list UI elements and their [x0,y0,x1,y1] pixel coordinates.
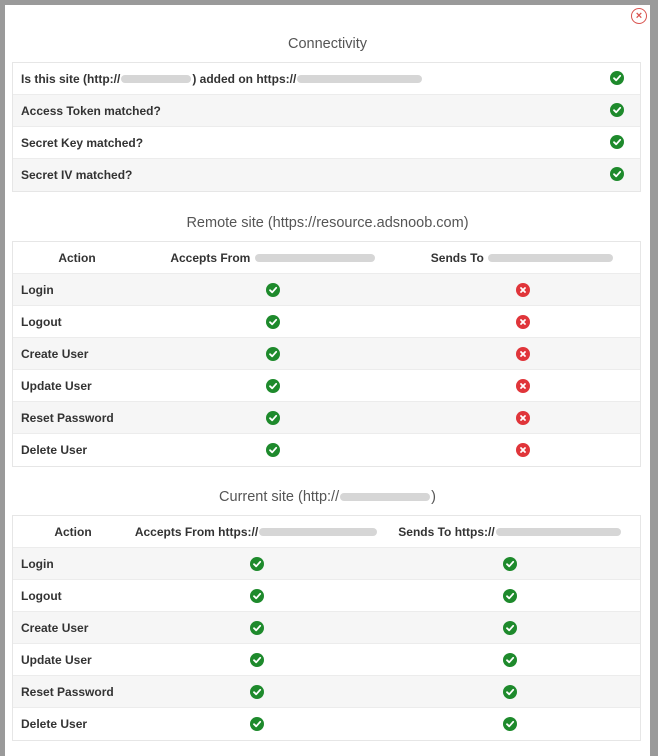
redacted-text [121,75,191,83]
x-circle-icon [516,347,530,361]
check-circle-icon [503,685,517,699]
x-circle-icon [516,315,530,329]
check-circle-icon [610,71,624,85]
check-circle-icon [503,621,517,635]
connectivity-status [594,134,640,152]
table-row [13,708,640,740]
table-row [13,338,640,370]
sends-to-status [405,315,640,329]
table-row [13,580,640,612]
current-site-title: Current site (http:// ) [219,489,436,505]
action-name: Update User [21,378,92,393]
table-row [13,274,640,306]
accepts-from-status [141,443,405,457]
column-header-accepts-from: Accepts From https:// [133,525,380,539]
column-header-sends-to: Sends To https:// [380,525,640,539]
check-circle-icon [503,557,517,571]
action-name: Reset Password [21,410,114,425]
redacted-text [496,528,621,536]
accepts-from-status [133,557,380,571]
check-circle-icon [250,653,264,667]
table-header-row [13,242,640,274]
action-name: Delete User [21,717,88,731]
accepts-from-status [141,283,405,297]
x-circle-icon [516,283,530,297]
remote-site-title: Remote site (https://resource.adsnoob.com) [186,215,469,231]
check-circle-icon [266,315,280,329]
sends-to-status [380,557,640,571]
table-row [13,612,640,644]
check-circle-icon [266,443,280,457]
sends-to-status [405,347,640,361]
action-name: Login [21,556,54,571]
accepts-from-status [133,685,380,699]
connectivity-status [594,166,640,184]
connectivity-check-label: Access Token matched? [21,103,161,118]
connectivity-check-label: Secret Key matched? [21,135,144,150]
accepts-from-status [141,411,405,425]
x-circle-icon [516,411,530,425]
sends-to-status [380,589,640,603]
redacted-text [488,254,613,262]
sends-to-status [405,411,640,425]
action-name: Create User [21,346,89,361]
redacted-text [259,528,377,536]
close-icon[interactable]: × [631,8,647,24]
connectivity-row [13,95,640,127]
connectivity-status [594,102,640,120]
column-header-action: Action [58,250,96,265]
sends-to-status [380,653,640,667]
table-header-row [13,516,640,548]
accepts-from-status [133,589,380,603]
accepts-from-status [141,315,405,329]
sends-to-status [380,621,640,635]
x-circle-icon [516,379,530,393]
accepts-from-status [141,379,405,393]
check-circle-icon [266,347,280,361]
action-name: Update User [21,652,92,667]
check-circle-icon [503,589,517,603]
accepts-from-status [133,621,380,635]
check-circle-icon [250,589,264,603]
action-name: Login [21,282,54,297]
check-circle-icon [503,717,517,731]
table-row [13,548,640,580]
connectivity-status [594,70,640,88]
connectivity-check-label: Is this site (http:// ) added on https:// [13,72,594,86]
table-row [13,434,640,466]
redacted-text [297,75,422,83]
check-circle-icon [610,103,624,117]
current-site-table [12,515,641,741]
redacted-text [255,254,375,262]
action-name: Logout [21,314,62,329]
connectivity-check-label: Secret IV matched? [21,168,133,182]
check-circle-icon [250,557,264,571]
table-row [13,676,640,708]
check-circle-icon [610,167,624,181]
sends-to-status [405,379,640,393]
accepts-from-status [133,653,380,667]
accepts-from-status [133,717,380,731]
connectivity-row [13,127,640,159]
action-name: Create User [21,620,89,635]
column-header-sends-to: Sends To [405,251,640,265]
sends-to-status [405,283,640,297]
redacted-text [340,493,430,501]
check-circle-icon [266,283,280,297]
table-row [13,370,640,402]
x-circle-icon [516,443,530,457]
table-row [13,644,640,676]
sends-to-status [380,685,640,699]
remote-site-table [12,241,641,467]
check-circle-icon [250,685,264,699]
column-header-action: Action [54,524,92,539]
connectivity-row [13,159,640,191]
table-row [13,402,640,434]
check-circle-icon [503,653,517,667]
connectivity-row [13,63,640,95]
sends-to-status [405,443,640,457]
connectivity-title: Connectivity [288,36,367,52]
action-name: Logout [21,588,62,603]
check-circle-icon [266,411,280,425]
check-circle-icon [610,135,624,149]
check-circle-icon [250,717,264,731]
accepts-from-status [141,347,405,361]
connection-status-modal [5,5,650,756]
action-name: Reset Password [21,684,114,699]
connectivity-table [12,62,641,192]
check-circle-icon [250,621,264,635]
column-header-accepts-from: Accepts From [141,251,405,265]
sends-to-status [380,717,640,731]
table-row [13,306,640,338]
action-name: Delete User [21,443,88,457]
check-circle-icon [266,379,280,393]
